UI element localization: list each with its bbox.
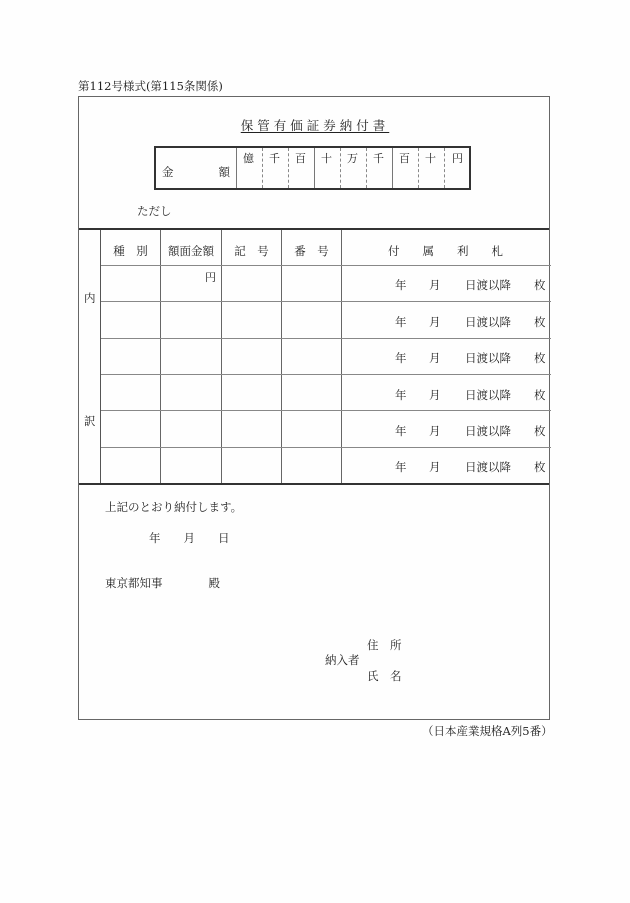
amount-digit-cell[interactable]: [341, 148, 367, 188]
amount-digit-cell[interactable]: [315, 148, 341, 188]
column-divider: [160, 230, 161, 483]
amount-digit-cell[interactable]: [445, 148, 471, 188]
date-field[interactable]: 年 月 日: [149, 531, 230, 545]
row-count: 枚: [534, 278, 546, 292]
amount-digit-cell[interactable]: [263, 148, 289, 188]
paper-standard-note: （日本産業規格A列5番）: [422, 724, 553, 738]
amount-digit-cell[interactable]: [289, 148, 315, 188]
amount-digit-cell[interactable]: [419, 148, 445, 188]
digit-label: 十: [425, 152, 436, 165]
column-divider: [341, 230, 342, 483]
header-face-value: 額面金額: [168, 244, 214, 258]
header-type: 種 別: [113, 244, 148, 258]
amount-label: [156, 148, 237, 188]
row-divider: [101, 447, 551, 448]
row-divider: [101, 410, 551, 411]
digit-label: 十: [321, 152, 332, 165]
row-year: 年: [395, 315, 407, 329]
row-count: 枚: [534, 460, 546, 474]
amount-digit-cell[interactable]: [393, 148, 419, 188]
row-month: 月: [429, 351, 441, 365]
payment-form: [78, 96, 550, 720]
row-divider: [101, 265, 551, 266]
form-title: [79, 116, 551, 134]
row-count: 枚: [534, 315, 546, 329]
row-day-after: 日渡以降: [465, 315, 511, 329]
row-day-after: 日渡以降: [465, 351, 511, 365]
side-label-uchi: 内: [84, 291, 96, 305]
yen-unit: 円: [205, 271, 216, 284]
row-year: 年: [395, 388, 407, 402]
amount-label-left: 金: [162, 165, 174, 179]
amount-box: [154, 146, 471, 190]
column-divider: [281, 230, 282, 483]
header-symbol: 記 号: [234, 244, 269, 258]
side-label-wake: 訳: [84, 414, 96, 428]
digit-label: 億: [243, 152, 254, 165]
breakdown-column-divider: [100, 230, 101, 483]
row-count: 枚: [534, 351, 546, 365]
row-divider: [101, 338, 551, 339]
table-top-rule: [79, 228, 549, 230]
amount-digit-cell[interactable]: [367, 148, 393, 188]
column-divider: [221, 230, 222, 483]
row-divider: [101, 374, 551, 375]
row-year: 年: [395, 278, 407, 292]
row-day-after: 日渡以降: [465, 460, 511, 474]
row-day-after: 日渡以降: [465, 388, 511, 402]
row-month: 月: [429, 424, 441, 438]
row-year: 年: [395, 424, 407, 438]
payer-name-label: 氏 名: [367, 669, 402, 683]
amount-digit-cell[interactable]: [237, 148, 263, 188]
payer-label: 納入者: [325, 653, 360, 667]
amount-label-right: 額: [218, 165, 230, 179]
digit-label: 千: [269, 152, 280, 165]
table-bottom-rule: [79, 483, 549, 485]
digit-label: 円: [452, 152, 463, 165]
form-caption: 第112号様式(第115条関係): [78, 79, 223, 93]
row-divider: [101, 301, 551, 302]
row-month: 月: [429, 460, 441, 474]
row-day-after: 日渡以降: [465, 424, 511, 438]
row-year: 年: [395, 351, 407, 365]
digit-label: 千: [373, 152, 384, 165]
digit-label: 百: [295, 152, 306, 165]
row-month: 月: [429, 278, 441, 292]
row-count: 枚: [534, 424, 546, 438]
proviso-label: ただし: [137, 204, 172, 218]
title-text: 保管有価証券納付書: [240, 118, 390, 133]
header-number: 番 号: [294, 244, 329, 258]
submission-statement: 上記のとおり納付します。: [105, 500, 243, 514]
row-year: 年: [395, 460, 407, 474]
row-month: 月: [429, 315, 441, 329]
recipient: 東京都知事 殿: [105, 576, 220, 590]
row-count: 枚: [534, 388, 546, 402]
payer-address-label: 住 所: [367, 638, 402, 652]
header-coupons: 付 属 利 札: [388, 244, 503, 258]
row-month: 月: [429, 388, 441, 402]
digit-label: 万: [347, 152, 358, 165]
digit-label: 百: [399, 152, 410, 165]
row-day-after: 日渡以降: [465, 278, 511, 292]
